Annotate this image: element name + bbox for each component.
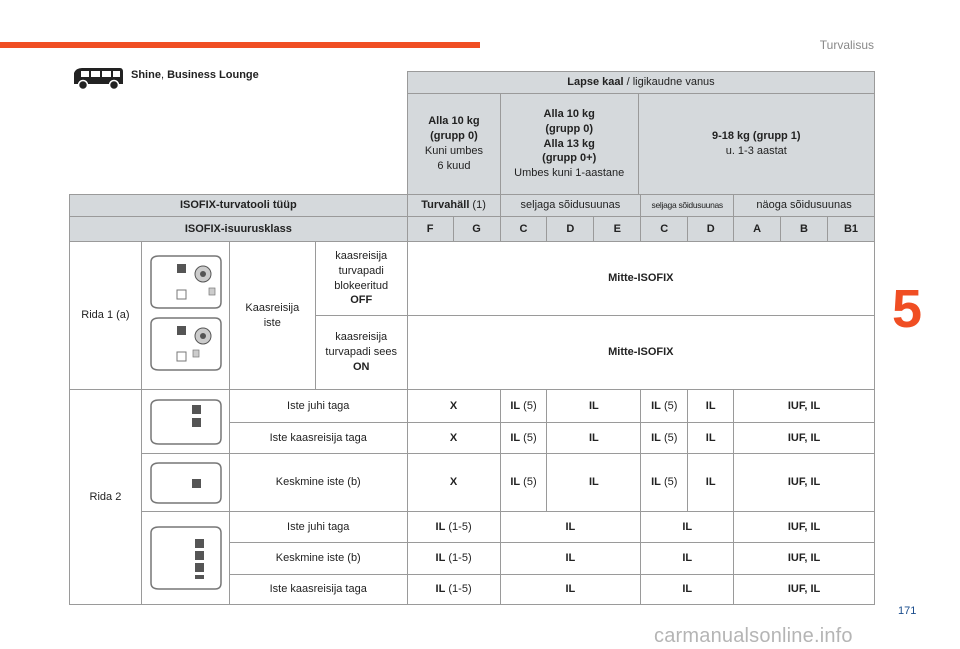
- cell-value: IL: [688, 423, 734, 454]
- model-label: Shine, Business Lounge: [131, 69, 259, 81]
- group-0plus-header: Alla 10 kg (grupp 0) Alla 13 kg (grupp 0+) Umbes kuni 1-aastane: [500, 94, 638, 195]
- section-title: Turvalisus: [819, 38, 874, 52]
- cell-value: IL: [547, 454, 641, 512]
- cell-value: IL (5): [500, 454, 547, 512]
- class-cell: D: [547, 217, 594, 242]
- cell-value: IL (1-5): [407, 512, 500, 543]
- airbag-on-value: Mitte-ISOFIX: [407, 316, 874, 390]
- cell-value: IUF, IL: [734, 390, 875, 423]
- cell-value: IL: [688, 454, 734, 512]
- class-cell: B1: [827, 217, 874, 242]
- airbag-off-value: Mitte-ISOFIX: [407, 242, 874, 316]
- seat-behind-driver-label: Iste juhi taga: [229, 390, 407, 423]
- passenger-seat-label: Kaasreisija iste: [229, 242, 315, 390]
- car-front-seat-diagram: [145, 252, 225, 380]
- cell-value: X: [407, 423, 500, 454]
- car-rear-seats-diagram: [145, 396, 225, 448]
- van-icon: [70, 64, 126, 92]
- weight-header-cell: Lapse kaal / ligikaudne vanus: [408, 72, 875, 94]
- page-number: 171: [898, 605, 917, 617]
- row-2-bench-diagram: [141, 512, 229, 605]
- airbag-off-label: kaasreisija turvapadi blokeeritud OFF: [315, 242, 407, 316]
- row-2-middle-diagram: [141, 454, 229, 512]
- class-cell: G: [453, 217, 500, 242]
- cell-value: IUF, IL: [734, 543, 875, 575]
- row-2-label: Rida 2: [70, 390, 142, 605]
- cell-value: IL: [500, 543, 641, 575]
- seat-behind-passenger-label: Iste kaasreisija taga: [229, 575, 407, 605]
- seat-behind-passenger-label: Iste kaasreisija taga: [229, 423, 407, 454]
- cell-value: IUF, IL: [734, 512, 875, 543]
- cell-value: IL: [547, 390, 641, 423]
- cell-value: IUF, IL: [734, 454, 875, 512]
- class-cell: C: [500, 217, 547, 242]
- isofix-table: [69, 194, 875, 605]
- isofix-class-label: ISOFIX-isuurusklass: [70, 217, 408, 242]
- car-bench-seat-diagram: [145, 523, 225, 593]
- type-forward: näoga sõidusuunas: [734, 195, 875, 217]
- cell-value: IL (5): [641, 423, 688, 454]
- cell-value: IL: [500, 575, 641, 605]
- group-0-header: Alla 10 kg (grupp 0) Kuni umbes 6 kuud: [408, 94, 501, 195]
- row-2-seats-diagram: [141, 390, 229, 454]
- cell-value: IL: [547, 423, 641, 454]
- class-cell: F: [407, 217, 453, 242]
- class-cell: A: [734, 217, 781, 242]
- child-weight-header: [407, 71, 875, 195]
- cell-value: IL (5): [500, 423, 547, 454]
- cell-value: IL (5): [641, 390, 688, 423]
- cell-value: IUF, IL: [734, 423, 875, 454]
- car-middle-seat-diagram: [145, 459, 225, 507]
- cell-value: IUF, IL: [734, 575, 875, 605]
- class-cell: E: [594, 217, 641, 242]
- cell-value: IL: [641, 543, 734, 575]
- cell-value: IL: [688, 390, 734, 423]
- seat-behind-driver-label: Iste juhi taga: [229, 512, 407, 543]
- type-rearward-1: seljaga sõidusuunas: [500, 195, 641, 217]
- watermark: carmanualsonline.info: [654, 625, 853, 647]
- type-carrycot: Turvahäll (1): [407, 195, 500, 217]
- cell-value: IL: [641, 575, 734, 605]
- cell-value: IL (1-5): [407, 575, 500, 605]
- middle-seat-label: Keskmine iste (b): [229, 543, 407, 575]
- cell-value: X: [407, 454, 500, 512]
- chapter-number: 5: [892, 279, 923, 339]
- airbag-on-label: kaasreisija turvapadi sees ON: [315, 316, 407, 390]
- cell-value: IL (1-5): [407, 543, 500, 575]
- cell-value: IL (5): [500, 390, 547, 423]
- class-cell: C: [641, 217, 688, 242]
- isofix-type-label: ISOFIX-turvatooli tüüp: [70, 195, 408, 217]
- group-1-header: 9-18 kg (grupp 1) u. 1-3 aastat: [638, 94, 874, 195]
- row-1-label: Rida 1 (a): [70, 242, 142, 390]
- type-rearward-2: seljaga sõidusuunas: [641, 195, 734, 217]
- class-cell: B: [781, 217, 828, 242]
- header-accent-bar: [0, 42, 480, 48]
- row-1-diagram: [141, 242, 229, 390]
- cell-value: X: [407, 390, 500, 423]
- cell-value: IL: [500, 512, 641, 543]
- middle-seat-label: Keskmine iste (b): [229, 454, 407, 512]
- cell-value: IL: [641, 512, 734, 543]
- cell-value: IL (5): [641, 454, 688, 512]
- class-cell: D: [688, 217, 734, 242]
